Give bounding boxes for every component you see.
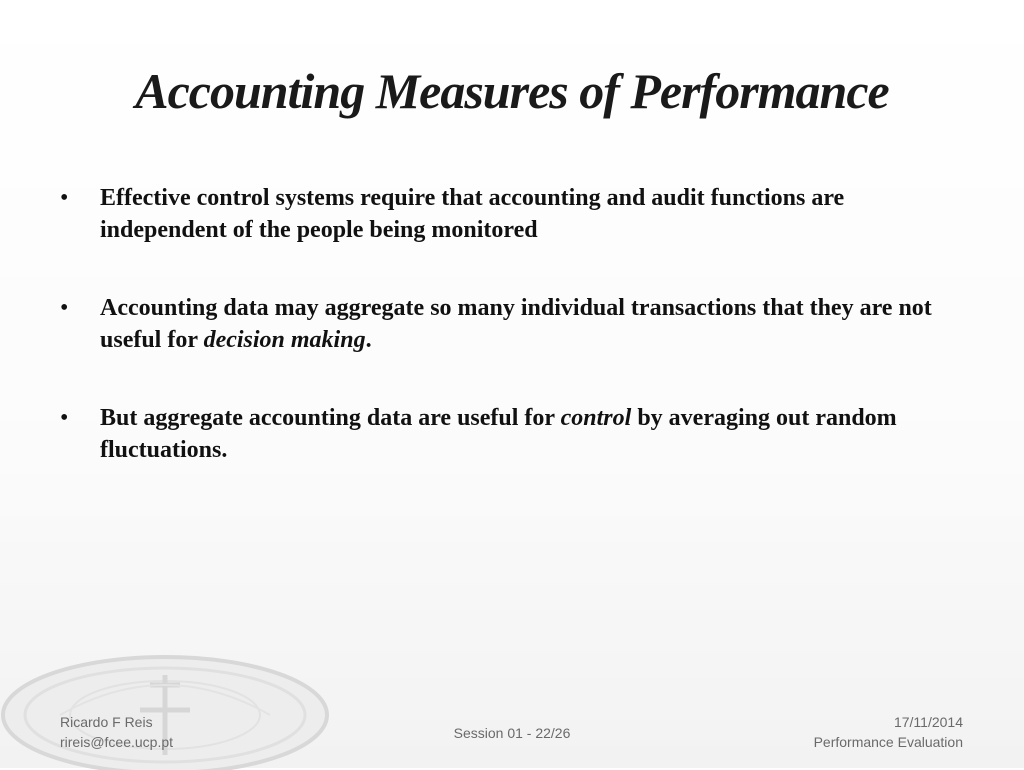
bullet-text: Effective control systems require that accounting and audit functions are independent of the people being monitored <box>100 185 845 243</box>
bullet-text-part: . <box>365 327 372 353</box>
bullet-text-part: Accounting data may aggregate so many individual transactions that they are not useful for <box>100 295 932 353</box>
bullet-item <box>60 292 960 356</box>
bullet-list <box>60 182 960 512</box>
bullet-emphasis: decision making <box>203 327 366 353</box>
bullet-emphasis: control <box>560 405 632 431</box>
slide-title: Accounting Measures of Performance <box>135 63 889 119</box>
bullet-marker: • <box>60 185 69 211</box>
bullet-marker: • <box>60 405 69 431</box>
bullet-text <box>100 405 897 463</box>
footer-date: 17/11/2014 <box>893 714 963 730</box>
footer-course: Performance Evaluation <box>813 734 963 750</box>
bullet-item <box>60 402 960 466</box>
footer-session: Session 01 - 22/26 <box>453 725 571 741</box>
bullet-text-part: by averaging out random fluctuations. <box>100 405 897 463</box>
bullet-item <box>60 182 960 246</box>
bullet-marker: • <box>60 295 69 321</box>
bullet-text <box>100 295 932 353</box>
bullet-text-part: But aggregate accounting data are useful for <box>100 405 561 431</box>
footer-date-block <box>814 712 963 752</box>
footer-email: rireis@fcee.ucp.pt <box>60 734 174 750</box>
footer-author: Ricardo F Reis <box>60 714 153 730</box>
